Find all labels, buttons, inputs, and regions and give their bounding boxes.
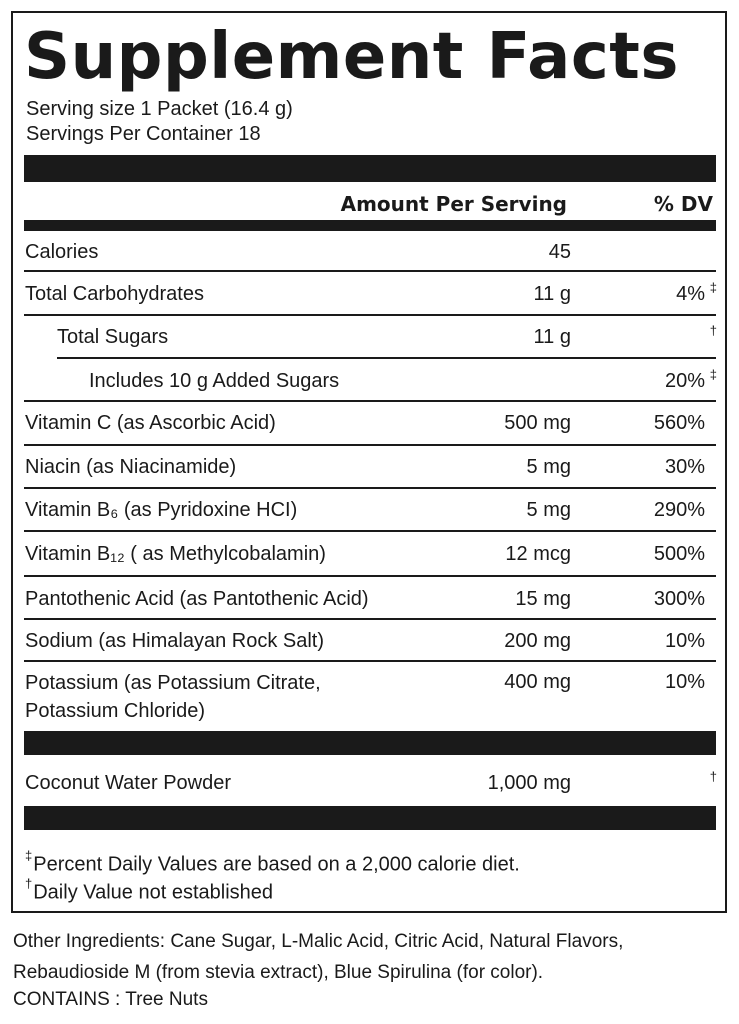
- nutrient-name: [25, 669, 321, 725]
- blend-name: Coconut Water Powder: [25, 772, 232, 794]
- serving-info: [26, 97, 293, 147]
- footnote-symbol: ‡: [25, 848, 33, 863]
- nutrient-dv: 30%: [664, 456, 705, 478]
- row-divider: [24, 660, 716, 662]
- nutrient-amount: 5 mg: [526, 499, 571, 521]
- blend-amount: 1,000 mg: [487, 772, 571, 794]
- nutrient-name: Vitamin B₁₂ ( as Methylcobalamin): [25, 543, 326, 565]
- panel-title: Supplement Facts: [24, 20, 679, 94]
- nutrient-name: Pantothenic Acid (as Pantothenic Acid): [25, 588, 369, 610]
- row-divider: [24, 487, 716, 489]
- thick-divider: [24, 731, 716, 755]
- nutrient-name: Includes 10 g Added Sugars: [89, 370, 340, 392]
- nutrient-amount: 45: [548, 241, 571, 263]
- footnote: [25, 874, 273, 906]
- nutrient-amount: 5 mg: [526, 456, 571, 478]
- row-divider: [24, 314, 716, 316]
- nutrient-amount: 11 g: [533, 283, 571, 305]
- nutrient-amount: 15 mg: [515, 588, 571, 610]
- footnote-mark: ‡: [709, 367, 717, 382]
- nutrient-name: Total Carbohydrates: [25, 283, 204, 305]
- nutrient-name: Total Sugars: [57, 326, 169, 348]
- thick-divider: [24, 806, 716, 830]
- row-divider: [24, 400, 716, 402]
- nutrient-name-line: Potassium Chloride): [25, 700, 206, 722]
- nutrient-name-line: Potassium (as Potassium Citrate,: [25, 672, 321, 694]
- nutrient-dv: 20%: [664, 370, 705, 392]
- row-divider: [24, 270, 716, 272]
- row-divider: [24, 618, 716, 620]
- nutrient-amount: 200 mg: [504, 630, 571, 652]
- nutrient-dv: 290%: [653, 499, 705, 521]
- row-divider: [24, 444, 716, 446]
- nutrient-dv: 560%: [653, 412, 705, 434]
- nutrient-name: Niacin (as Niacinamide): [25, 456, 237, 478]
- nutrient-amount: 400 mg: [504, 671, 571, 693]
- row-divider: [57, 357, 716, 359]
- nutrient-amount: 12 mcg: [505, 543, 571, 565]
- nutrient-dv: 500%: [653, 543, 705, 565]
- supplement-facts-panel: [11, 11, 727, 913]
- nutrient-amount: 500 mg: [504, 412, 571, 434]
- row-divider: [24, 530, 716, 532]
- footnote-text: Daily Value not established: [33, 881, 274, 904]
- nutrient-dv: 300%: [653, 588, 705, 610]
- footnote: [25, 846, 520, 878]
- nutrient-name: Calories: [25, 241, 99, 263]
- amount-per-serving-header: Amount Per Serving: [340, 192, 567, 216]
- medium-divider: [24, 220, 716, 231]
- nutrient-dv: 10%: [664, 671, 705, 693]
- footnote-symbol: †: [25, 876, 33, 891]
- row-divider: [24, 575, 716, 577]
- nutrient-dv: 10%: [664, 630, 705, 652]
- footnote-mark: †: [709, 323, 717, 338]
- dv-header: % DV: [653, 192, 713, 216]
- footnote-text: Percent Daily Values are based on a 2,000 calorie diet.: [33, 853, 520, 876]
- nutrient-name: Vitamin B₆ (as Pyridoxine HCI): [25, 499, 298, 521]
- nutrient-dv: 4%: [676, 283, 705, 305]
- footnote-mark: †: [709, 769, 717, 784]
- nutrient-name: Sodium (as Himalayan Rock Salt): [25, 630, 324, 652]
- other-ingredients: Other Ingredients: Cane Sugar, L-Malic Acid, Citric Acid, Natural Flavors, Rebaudioside M (from stevia extract), Blue Spirulina (for color).: [13, 931, 624, 983]
- nutrient-name: Vitamin C (as Ascorbic Acid): [25, 412, 276, 434]
- thick-divider: [24, 155, 716, 182]
- nutrient-amount: 11 g: [533, 326, 571, 348]
- serving-size: Serving size 1 Packet (16.4 g): [26, 98, 293, 120]
- footnote-mark: ‡: [709, 280, 717, 295]
- servings-per-container: Servings Per Container 18: [26, 123, 261, 145]
- allergen-statement: CONTAINS : Tree Nuts: [13, 989, 208, 1010]
